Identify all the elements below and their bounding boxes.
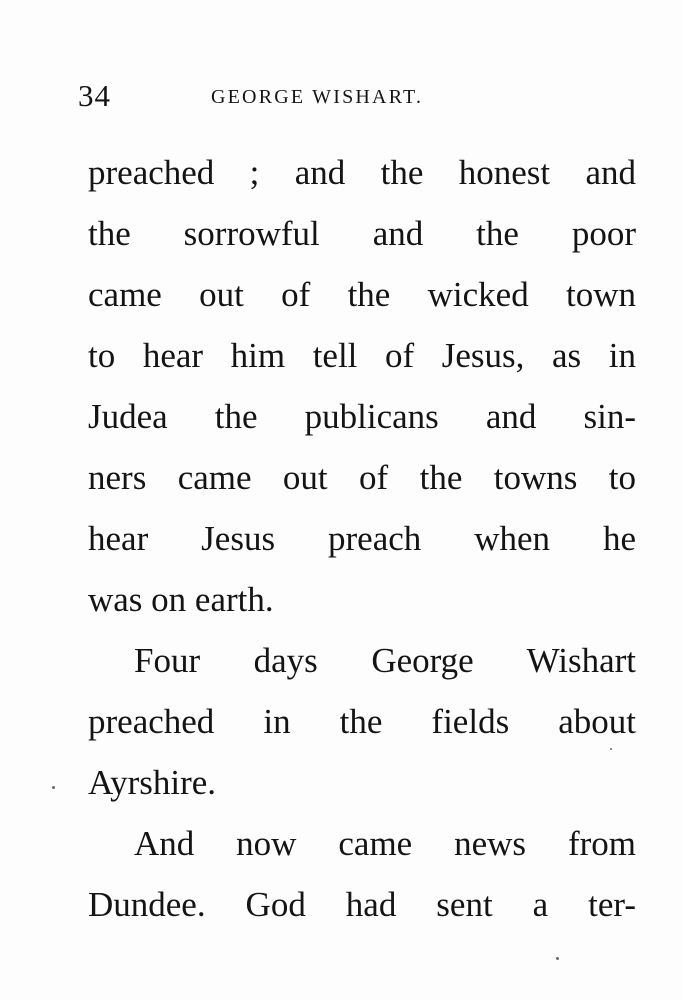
- print-speck: [556, 957, 559, 960]
- page-number: 34: [78, 78, 111, 113]
- body-text: [88, 142, 636, 935]
- text-line: hear Jesus preach when he: [88, 519, 636, 558]
- text-line: to hear him tell of Jesus, as in: [88, 336, 636, 375]
- running-head: [78, 76, 638, 116]
- text-line: preached in the fields about: [88, 702, 636, 741]
- text-line: Ayrshire.: [88, 763, 217, 802]
- text-line: preached ; and the honest and: [88, 153, 636, 192]
- text-line: came out of the wicked town: [88, 275, 636, 314]
- text-line: was on earth.: [88, 580, 274, 619]
- text-line: ners came out of the towns to: [88, 458, 636, 497]
- text-line: Dundee. God had sent a ter-: [88, 885, 636, 924]
- print-speck: [610, 748, 612, 750]
- running-title: GEORGE WISHART.: [211, 86, 424, 108]
- text-line: And now came news from: [134, 824, 636, 863]
- text-line: Four days George Wishart: [134, 641, 636, 680]
- print-speck: [52, 786, 55, 789]
- text-line: Judea the publicans and sin-: [88, 397, 636, 436]
- text-line: the sorrowful and the poor: [88, 214, 636, 253]
